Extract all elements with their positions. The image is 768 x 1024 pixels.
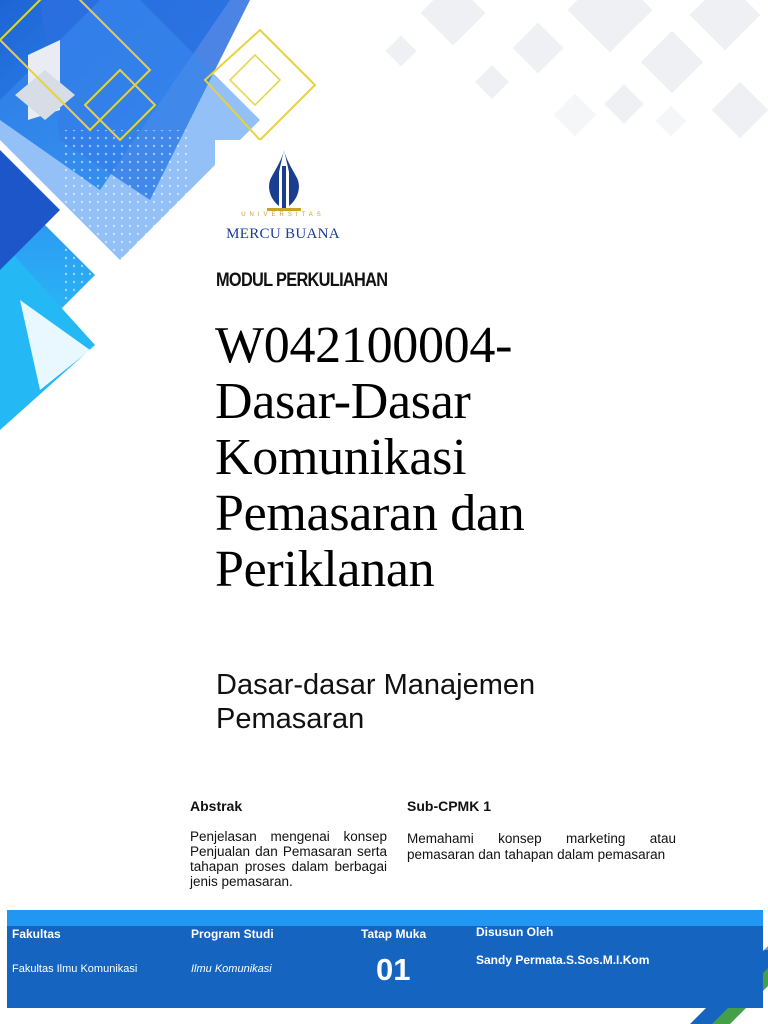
university-logo bbox=[215, 140, 351, 250]
disusun-oleh-label: Disusun Oleh bbox=[476, 925, 554, 939]
abstrak-heading: Abstrak bbox=[190, 798, 243, 814]
sub-cpmk-heading: Sub-CPMK 1 bbox=[407, 798, 491, 814]
course-title bbox=[215, 318, 735, 598]
tatap-muka-value: 01 bbox=[376, 952, 411, 987]
module-label: MODUL PERKULIAHAN bbox=[216, 270, 388, 291]
tatap-muka-label: Tatap Muka bbox=[361, 927, 427, 941]
logo-small-text: UNIVERSITAS bbox=[241, 212, 325, 218]
title-line: Dasar-Dasar bbox=[215, 373, 471, 430]
program-studi-label: Program Studi bbox=[191, 927, 274, 941]
footer-top-strip bbox=[7, 910, 763, 926]
title-line: W042100004- bbox=[215, 317, 513, 374]
title-line: Pemasaran dan bbox=[215, 485, 525, 542]
author-name: Sandy Permata.S.Sos.M.I.Kom bbox=[476, 953, 650, 967]
program-studi-value: Ilmu Komunikasi bbox=[191, 963, 272, 975]
mercu-buana-emblem-icon bbox=[261, 148, 307, 212]
logo-name: MERCU BUANA bbox=[226, 226, 340, 242]
abstrak-text: Penjelasan mengenai konsep Penjualan dan Pemasaran serta tahapan proses dalam berbagai jenis pemasaran. bbox=[190, 829, 387, 889]
title-line: Periklanan bbox=[215, 541, 435, 598]
module-subtitle bbox=[216, 668, 616, 736]
sub-cpmk-text: Memahami konsep marketing atau pemasaran dan tahapan dalam pemasaran bbox=[407, 831, 676, 862]
title-line: Komunikasi bbox=[215, 429, 467, 486]
subtitle-line: Dasar-dasar Manajemen bbox=[216, 669, 536, 701]
fakultas-label: Fakultas bbox=[12, 927, 61, 941]
fakultas-value: Fakultas Ilmu Komunikasi bbox=[12, 963, 138, 975]
subtitle-line: Pemasaran bbox=[216, 703, 365, 735]
